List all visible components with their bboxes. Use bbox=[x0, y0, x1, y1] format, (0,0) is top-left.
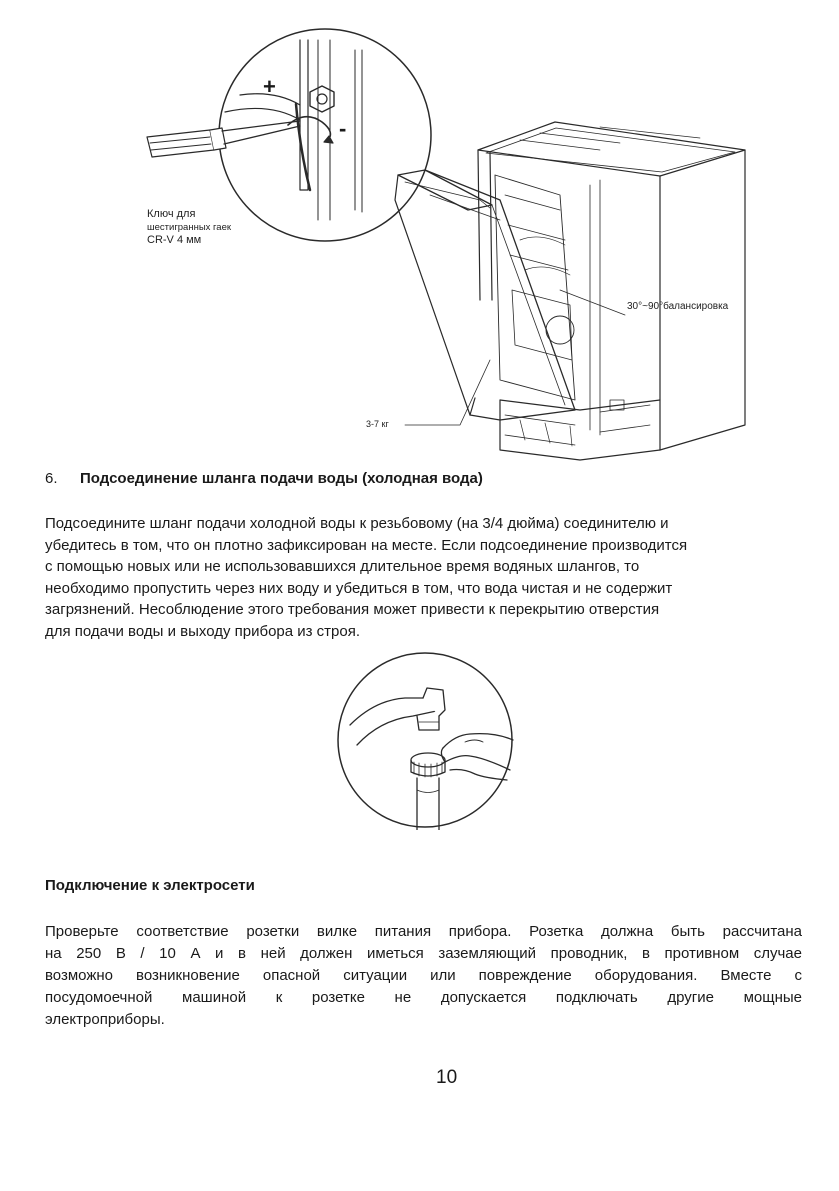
dishwasher-door bbox=[395, 170, 575, 420]
hose-nut-icon bbox=[411, 753, 445, 830]
paragraph-line: с помощью новых или не использовавшихся длительное время водяных шлангов, то bbox=[45, 558, 640, 575]
paragraph-line: загрязнений. Несоблюдение этого требования может привести к перекрытию отверстия bbox=[45, 601, 660, 618]
key-label-line-1: Ключ для bbox=[147, 208, 196, 220]
water-hose-paragraph bbox=[45, 513, 805, 642]
key-label-line-2: шестигранных гаек bbox=[147, 221, 232, 233]
electric-paragraph bbox=[45, 921, 802, 1031]
dishwasher-door-balance-illustration bbox=[0, 0, 839, 470]
weight-leader-line bbox=[405, 360, 490, 425]
paragraph-line: Проверьте соответствие розетки вилке питания прибора. Розетка должна быть рассчитана bbox=[45, 923, 802, 940]
electric-section-title: Подключение к электросети bbox=[45, 877, 255, 894]
weight-label: 3-7 кг bbox=[366, 419, 389, 429]
section-number: 6. bbox=[45, 470, 58, 487]
paragraph-line: посудомоечной машиной к розетке не допускается подключать другие мощные bbox=[45, 989, 802, 1006]
page-number: 10 bbox=[436, 1067, 458, 1088]
paragraph-line: необходимо пропустить через них воду и убедиться в том, что вода чистая и не содержит bbox=[45, 579, 673, 597]
plus-sign: + bbox=[263, 74, 276, 99]
key-label-line-3: CR-V 4 мм bbox=[147, 233, 202, 246]
minus-sign: - bbox=[339, 116, 347, 141]
key-label bbox=[147, 208, 231, 247]
hose-connection-illustration bbox=[335, 650, 515, 830]
paragraph-line: электроприборы. bbox=[45, 1011, 165, 1028]
hand-icon bbox=[441, 734, 513, 780]
screwdriver-icon bbox=[147, 121, 300, 157]
angle-balance-label: 30°~90°балансировка bbox=[627, 301, 729, 312]
paragraph-line: возможно возникновение опасной ситуации или повреждение оборудования. Вместе с bbox=[45, 967, 802, 984]
faucet-icon bbox=[350, 688, 445, 745]
dishwasher-body bbox=[478, 122, 745, 460]
paragraph-line: для подачи воды и выходу прибора из строя. bbox=[45, 622, 361, 640]
section-title: Подсоединение шланга подачи воды (холодная вода) bbox=[80, 470, 483, 487]
paragraph-line: Подсоедините шланг подачи холодной воды к резьбовому (на 3/4 дюйма) соединителю и bbox=[45, 515, 669, 532]
paragraph-line: на 250 В / 10 А и в ней должен иметься заземляющий проводник, в противном случае bbox=[45, 945, 802, 962]
angle-leader-line bbox=[560, 290, 625, 315]
paragraph-line: убедитесь в том, что он плотно зафиксирован на месте. Если подсоединение производится bbox=[45, 536, 688, 554]
